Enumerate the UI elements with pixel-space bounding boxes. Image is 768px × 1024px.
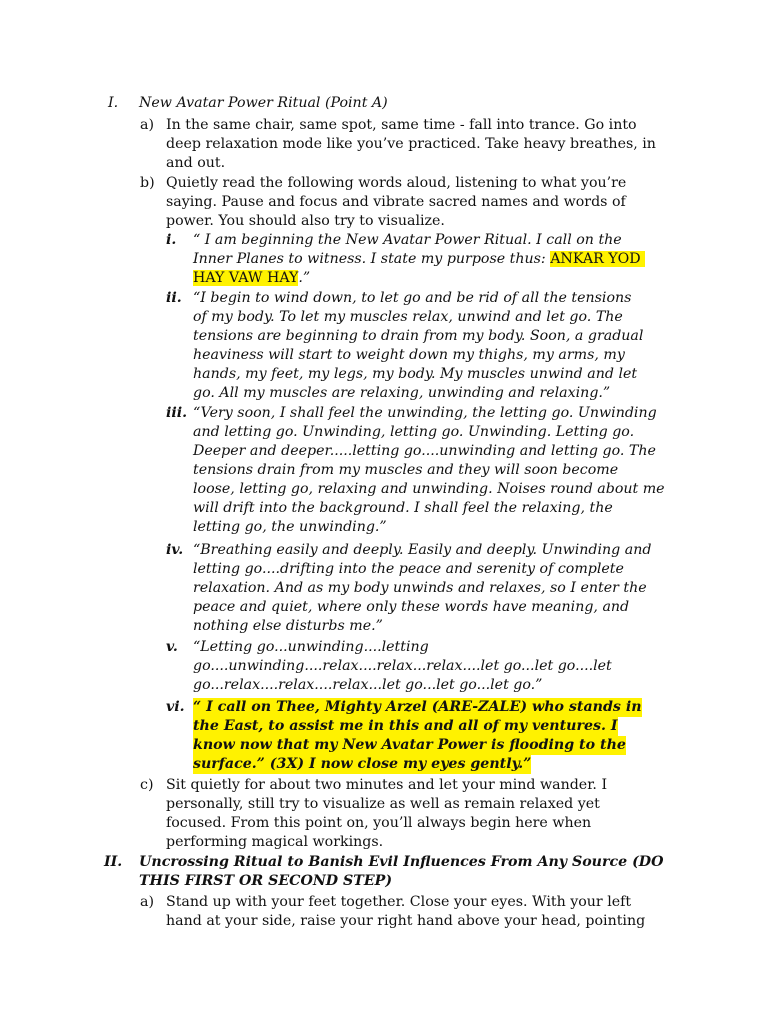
- quote-line: “ I am beginning the New Avatar Power Ritual. I call on the: [193, 232, 622, 248]
- highlighted-sacred-name: HAY VAW HAY: [193, 270, 299, 286]
- item-marker: a): [140, 117, 154, 133]
- quote-line: peace and quiet, where only these words have meaning, and: [193, 599, 630, 615]
- subitem-marker: v.: [166, 639, 178, 655]
- paragraph-line: Sit quietly for about two minutes and let your mind wander. I: [166, 777, 608, 793]
- quote-text: .”: [298, 270, 311, 286]
- section-marker: I.: [108, 95, 119, 111]
- quote-line: tensions drain from my muscles and they will soon become: [193, 462, 619, 478]
- paragraph-line: deep relaxation mode like you’ve practiced. Take heavy breathes, in: [166, 136, 656, 152]
- subitem-marker: iv.: [166, 542, 184, 558]
- quote-line: [193, 269, 310, 288]
- quote-line: and letting go. Unwinding, letting go. Unwinding. Letting go.: [193, 424, 635, 440]
- subitem-marker: vi.: [166, 699, 185, 715]
- paragraph-line: focused. From this point on, you’ll always begin here when: [166, 815, 592, 831]
- highlighted-quote-line: know now that my New Avatar Power is flooding to the: [193, 737, 626, 753]
- subitem-marker: i.: [166, 232, 177, 248]
- item-marker: b): [140, 175, 155, 191]
- quote-line: go....unwinding....relax....relax...relax....let go...let go....let: [193, 658, 612, 674]
- quote-text: Inner Planes to witness. I state my purpose thus:: [193, 251, 551, 267]
- section-heading: New Avatar Power Ritual (Point A): [139, 95, 388, 111]
- paragraph-line: In the same chair, same spot, same time - fall into trance. Go into: [166, 117, 637, 133]
- quote-line: “I begin to wind down, to let go and be rid of all the tensions: [193, 290, 632, 306]
- highlighted-sacred-name: ANKAR YOD: [550, 251, 641, 267]
- paragraph-line: Quietly read the following words aloud, listening to what you’re: [166, 175, 627, 191]
- paragraph-line: and out.: [166, 155, 226, 171]
- quote-line: heaviness will start to weight down my thighs, my arms, my: [193, 347, 625, 363]
- quote-line: relaxation. And as my body unwinds and relaxes, so I enter the: [193, 580, 647, 596]
- paragraph-line: personally, still try to visualize as well as remain relaxed yet: [166, 796, 600, 812]
- paragraph-line: Stand up with your feet together. Close your eyes. With your left: [166, 894, 632, 910]
- paragraph-line: hand at your side, raise your right hand above your head, pointing: [166, 913, 646, 929]
- quote-line: tensions are beginning to drain from my body. Soon, a gradual: [193, 328, 644, 344]
- paragraph-line: saying. Pause and focus and vibrate sacred names and words of: [166, 194, 626, 210]
- quote-line: “Letting go...unwinding....letting: [193, 639, 429, 655]
- quote-line: go. All my muscles are relaxing, unwinding and relaxing.”: [193, 385, 611, 401]
- section-marker: II.: [104, 854, 123, 870]
- quote-line: will drift into the background. I shall feel the relaxing, the: [193, 500, 613, 516]
- quote-line: Deeper and deeper.....letting go....unwinding and letting go. The: [193, 443, 656, 459]
- subitem-marker: iii.: [166, 405, 188, 421]
- section-heading: THIS FIRST OR SECOND STEP): [139, 873, 393, 889]
- paragraph-line: performing magical workings.: [166, 834, 384, 850]
- item-marker: a): [140, 894, 154, 910]
- quote-line: letting go....drifting into the peace and serenity of complete: [193, 561, 624, 577]
- quote-line: go...relax....relax....relax...let go...let go...let go.”: [193, 677, 543, 693]
- paragraph-line: power. You should also try to visualize.: [166, 213, 445, 229]
- quote-line: “Very soon, I shall feel the unwinding, the letting go. Unwinding: [193, 405, 657, 421]
- quote-line: loose, letting go, relaxing and unwinding. Noises round about me: [193, 481, 665, 497]
- subitem-marker: ii.: [166, 290, 182, 306]
- highlighted-quote-line: “ I call on Thee, Mighty Arzel (ARE-ZALE) who stands in: [193, 699, 642, 715]
- quote-line: of my body. To let my muscles relax, unwind and let go. The: [193, 309, 623, 325]
- quote-line: letting go, the unwinding.”: [193, 519, 387, 535]
- highlighted-quote-line: surface.” (3X) I now close my eyes gently.”: [193, 756, 532, 772]
- quote-line: nothing else disturbs me.”: [193, 618, 383, 634]
- highlighted-quote-line: the East, to assist me in this and all of my ventures. I: [193, 718, 618, 734]
- quote-line: “Breathing easily and deeply. Easily and deeply. Unwinding and: [193, 542, 652, 558]
- item-marker: c): [140, 777, 154, 793]
- quote-line: hands, my feet, my legs, my body. My muscles unwind and let: [193, 366, 638, 382]
- quote-line: [193, 250, 645, 269]
- section-heading: Uncrossing Ritual to Banish Evil Influences From Any Source (DO: [139, 854, 664, 870]
